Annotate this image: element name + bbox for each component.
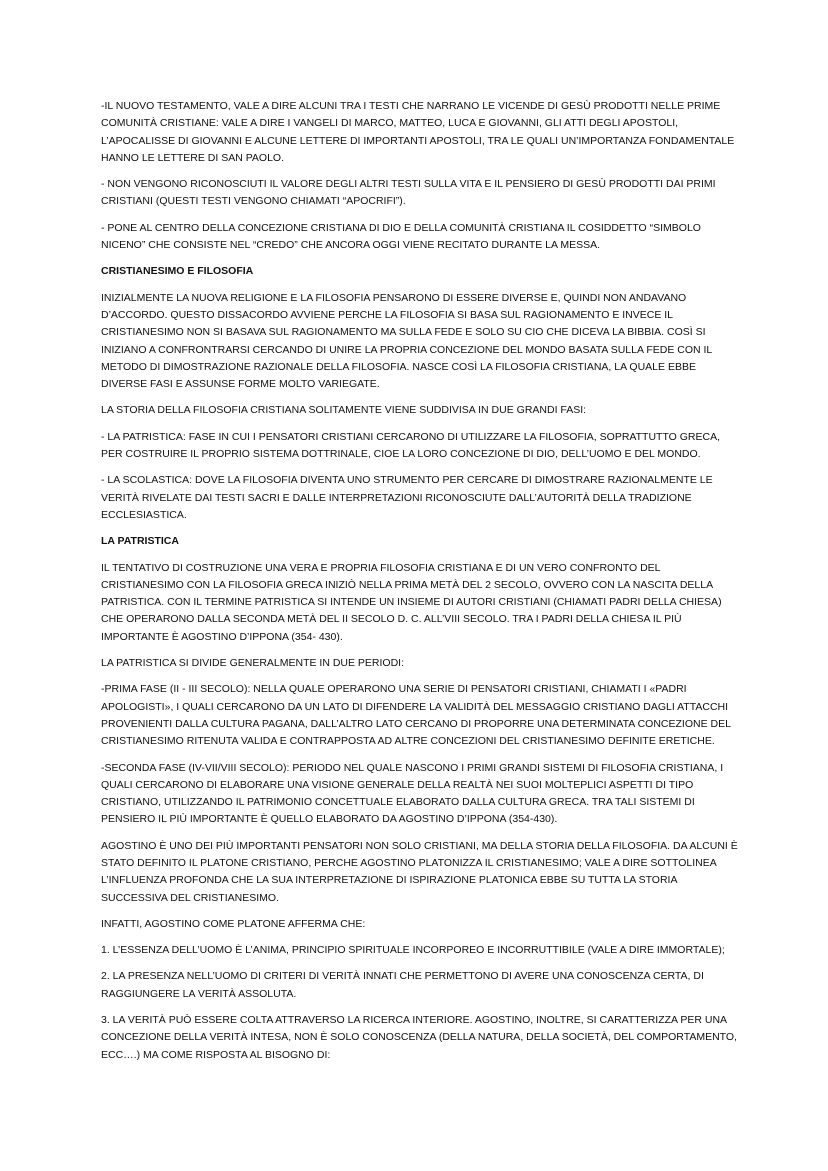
paragraph-patristica-intro: IL TENTATIVO DI COSTRUZIONE UNA VERA E PROPRIA FILOSOFIA CRISTIANA E DI UN VERO CONFRONTO DEL CRISTIANESIMO CON LA FILOSOFIA GRECA INIZIÒ NELLA PRIMA METÀ DEL 2 SECOLO, OVVERO CON LA NASCITA DELLA PATRISTICA. CON IL TERMINE PATRISTICA SI INTENDE UN INSIEME DI AUTORI CRISTIANI (CHIAMATI PADRI DELLA CHIESA) CHE OPERARONO DALLA SECONDA METÀ DEL II SECOLO D. C. ALL’VIII SECOLO. TRA I PADRI DELLA CHIESA IL PIÙ IMPORTANTE È AGOSTINO D’IPPONA (354- 430). — [101, 561, 722, 643]
document-page — [101, 98, 741, 1073]
paragraph-prima-fase: -PRIMA FASE (II - III SECOLO): NELLA QUALE OPERARONO UNA SERIE DI PENSATORI CRISTIANI, CHIAMATI I «PADRI APOLOGISTI», I QUALI CERCARONO DA UN LATO DI DIFENDERE LA VALIDITÀ DEL MESSAGGIO CRISTIANO DAGLI ATTACCHI PROVENIENTI DALLA CULTURA PAGANA, DALL’ALTRO LATO CERCANO DI PROPORRE UNA DETERMINATA CONCEZIONE DEL CRISTIANESIMO RITENUTA VALIDA E CONTRAPPOSTA AD ALTRE CONCEZIONI DEL CRISTIANESIMO DEFINITE ERETICHE. — [101, 683, 731, 748]
paragraph-seconda-fase: -SECONDA FASE (IV-VII/VIII SECOLO): PERIODO NEL QUALE NASCONO I PRIMI GRANDI SISTEMI DI FILOSOFIA CRISTIANA, I QUALI CERCARONO DI ELABORARE UNA VISIONE GENERALE DELLA REALTÀ NEI SUOI MOLTEPLICI ASPETTI DI TIPO CRISTIANO, UTILIZZANDO IL PATRIMONIO CONCETTUALE ELABORATO DALLA CULTURA GRECA. TRA TALI SISTEMI DI PENSIERO IL PIÙ IMPORTANTE È QUELLO ELABORATO DA AGOSTINO D’IPPONA (354-430). — [101, 761, 724, 826]
paragraph-scolastica-fase: - LA SCOLASTICA: DOVE LA FILOSOFIA DIVENTA UNO STRUMENTO PER CERCARE DI DIMOSTRARE RAZIONALMENTE LE VERITÀ RIVELATE DAI TESTI SACRI E DALLE INTERPRETAZIONI RICONOSCIUTE DALL’AUTORITÀ DELLA TRADIZIONE ECCLESIASTICA. — [101, 474, 713, 521]
list-item-1: 1. L’ESSENZA DELL’UOMO È L’ANIMA, PRINCIPIO SPIRITUALE INCORPOREO E INCORRUTTIBILE (VALE A DIRE IMMORTALE); — [101, 944, 725, 957]
paragraph-agostino-platone: INFATTI, AGOSTINO COME PLATONE AFFERMA CHE: — [101, 917, 366, 930]
paragraph-due-fasi: LA STORIA DELLA FILOSOFIA CRISTIANA SOLITAMENTE VIENE SUDDIVISA IN DUE GRANDI FASI: — [101, 404, 587, 417]
paragraph-religione-filosofia: INIZIALMENTE LA NUOVA RELIGIONE E LA FILOSOFIA PENSARONO DI ESSERE DIVERSE E, QUINDI NON ANDAVANO D’ACCORDO. QUESTO DISSACORDO AVVIENE PERCHE LA FILOSOFIA SI BASA SUL RAGIONAMENTO E INVECE IL CRISTIANESIMO NON SI BASAVA SUL RAGIONAMENTO MA SULLA FEDE E SOLO SU CIO CHE DICEVA LA BIBBIA. COSÌ SI INIZIANO A CONFRONTRARSI CERCANDO DI UNIRE LA PROPRIA CONCEZIONE DEL MONDO BASATA SULLA FEDE CON IL METODO DI DIMOSTRAZIONE RAZIONALE DELLA FILOSOFIA. NASCE COSÌ LA FILOSOFIA CRISTIANA, LA QUALE EBBE DIVERSE FASI E ASSUNSE FORME MOLTO VARIEGATE. — [101, 291, 712, 391]
paragraph-patristica-fase: - LA PATRISTICA: FASE IN CUI I PENSATORI CRISTIANI CERCARONO DI UTILIZZARE LA FILOSOFIA, SOPRATTUTTO GRECA, PER COSTRUIRE IL PROPRIO SISTEMA DOTTRINALE, CIOE LA LORO CONCEZIONE DI DIO, DELL’UOMO E DEL MONDO. — [101, 430, 721, 461]
paragraph-simbolo-niceno: - PONE AL CENTRO DELLA CONCEZIONE CRISTIANA DI DIO E DELLA COMUNITÀ CRISTIANA IL COSIDDETTO “SIMBOLO NICENO” CHE CONSISTE NEL “CREDO” CHE ANCORA OGGI VIENE RECITATO DURANTE LA MESSA. — [101, 221, 701, 252]
paragraph-due-periodi: LA PATRISTICA SI DIVIDE GENERALMENTE IN DUE PERIODI: — [101, 657, 405, 670]
heading-la-patristica: LA PATRISTICA — [101, 535, 179, 548]
list-item-2: 2. LA PRESENZA NELL’UOMO DI CRITERI DI VERITÀ INNATI CHE PERMETTONO DI AVERE UNA CONOSCENZA CERTA, DI RAGGIUNGERE LA VERITÀ ASSOLUTA. — [101, 970, 704, 1000]
paragraph-agostino: AGOSTINO È UNO DEI PIÙ IMPORTANTI PENSATORI NON SOLO CRISTIANI, MA DELLA STORIA DELLA FILOSOFIA. DA ALCUNI È STATO DEFINITO IL PLATONE CRISTIANO, PERCHE AGOSTINO PLATONIZZA IL CRISTIANESIMO; VALE A DIRE SOTTOLINEA L’INFLUENZA PROFONDA CHE LA SUA INTERPRETAZIONE DI ISPIRAZIONE PLATONICA EBBE SU TUTTA LA STORIA SUCCESSIVA DEL CRISTIANESIMO. — [101, 839, 738, 904]
paragraph-apocrifi: - NON VENGONO RICONOSCIUTI IL VALORE DEGLI ALTRI TESTI SULLA VITA E IL PENSIERO DI GESÙ PRODOTTI DAI PRIMI CRISTIANI (QUESTI TESTI VENGONO CHIAMATI “APOCRIFI”). — [101, 178, 716, 208]
paragraph-nuovo-testamento: -IL NUOVO TESTAMENTO, VALE A DIRE ALCUNI TRA I TESTI CHE NARRANO LE VICENDE DI GESÙ PRODOTTI NELLE PRIME COMUNITÀ CRISTIANE: VALE A DIRE I VANGELI DI MARCO, MATTEO, LUCA E GIOVANNI, GLI ATTI DEGLI APOSTOLI, L’APOCALISSE DI GIOVANNI E ALCUNE LETTERE DI IMPORTANTI APOSTOLI, TRA LE QUALI UN’IMPORTANZA FONDAMENTALE HANNO LE LETTERE DI SAN PAOLO. — [101, 100, 735, 164]
list-item-3: 3. LA VERITÀ PUÒ ESSERE COLTA ATTRAVERSO LA RICERCA INTERIORE. AGOSTINO, INOLTRE, SI CARATTERIZZA PER UNA CONCEZIONE DELLA VERITÀ INTESA, NON È SOLO CONOSCENZA (DELLA NATURA, DELLA SOCIETÀ, DEL COMPORTAMENTO, ECC….) MA COME RISPOSTA AL BISOGNO DI: — [101, 1014, 737, 1061]
heading-cristianesimo-e-filosofia: CRISTIANESIMO E FILOSOFIA — [101, 265, 254, 278]
